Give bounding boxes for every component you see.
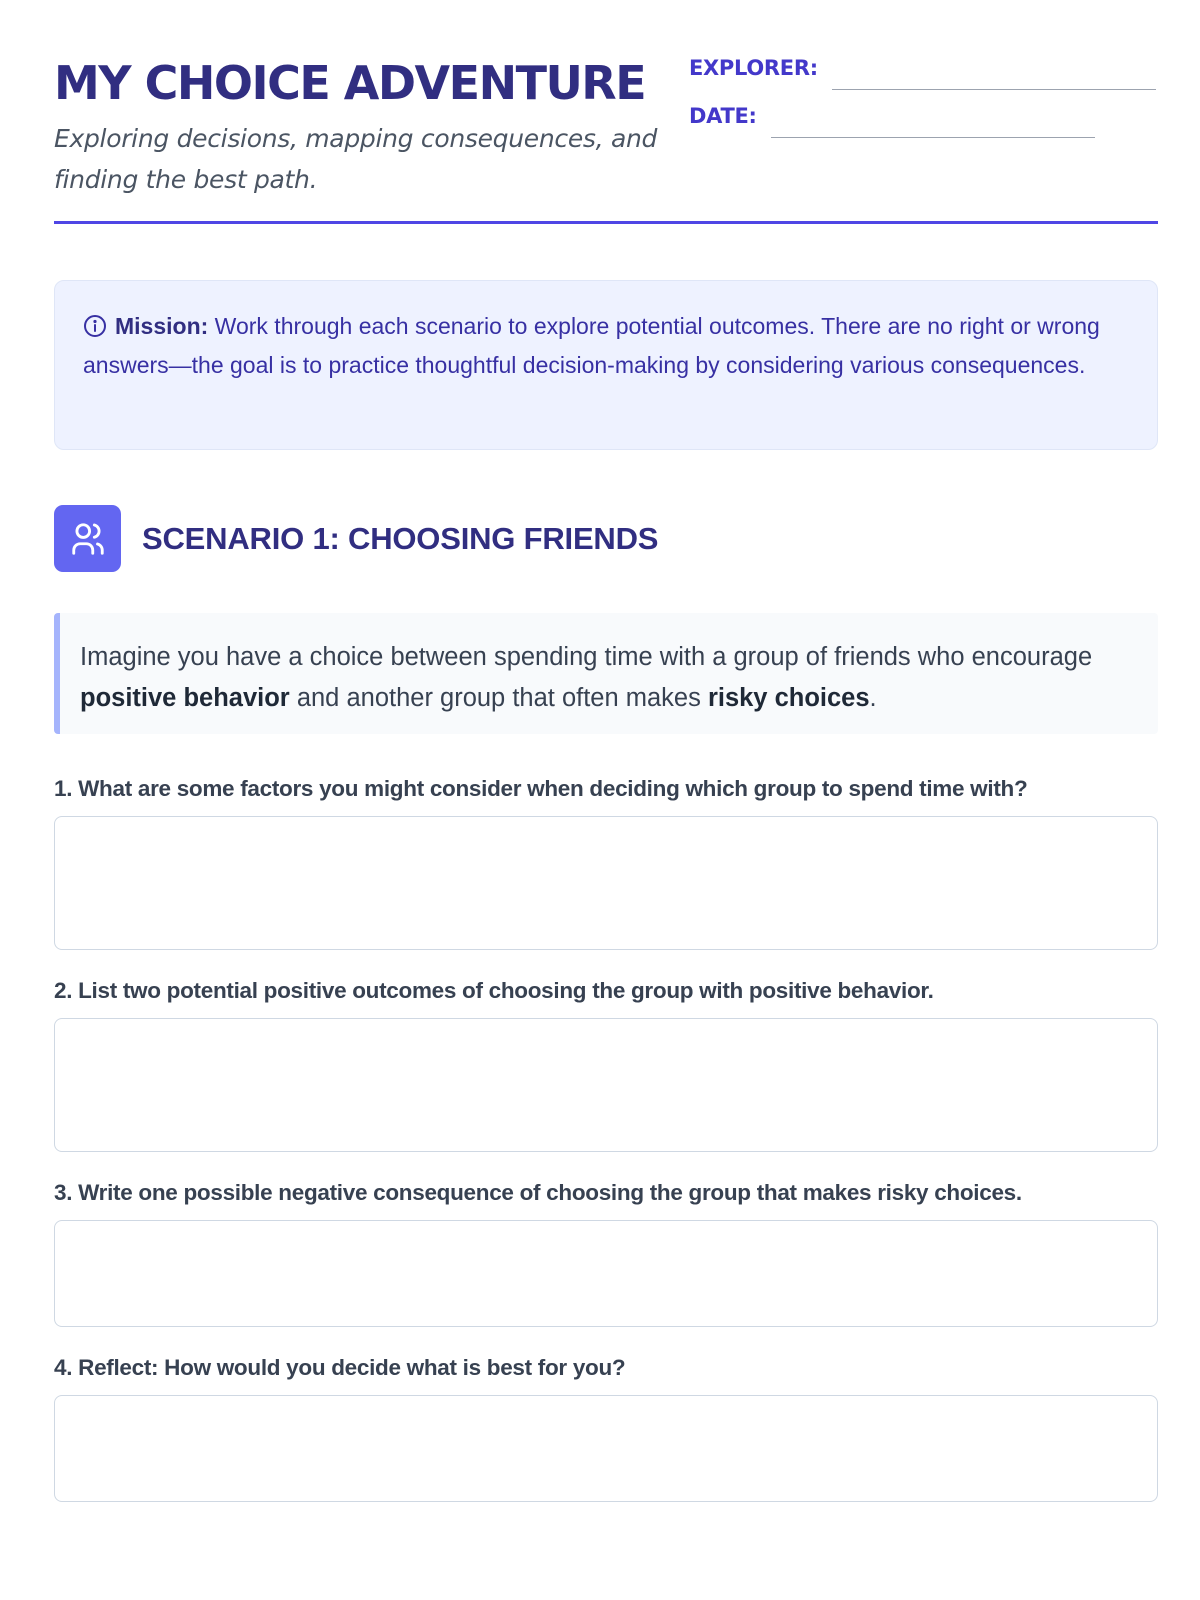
answer-box-1[interactable]: [54, 816, 1158, 950]
header-divider: [54, 221, 1158, 224]
mission-box: [54, 280, 1158, 450]
explorer-label: EXPLORER:: [689, 56, 818, 80]
question-1: 1. What are some factors you might consider when deciding which group to spend time with?: [54, 776, 1028, 801]
date-label: DATE:: [689, 104, 757, 128]
prompt-bold-risky: risky choices: [707, 684, 870, 712]
worksheet-header: [54, 0, 1158, 226]
users-icon: [54, 505, 121, 572]
prompt-bold-positive: positive behavior: [80, 684, 290, 712]
prompt-text-1: Imagine you have a choice between spending time with a group of friends who encourage: [80, 643, 1093, 671]
scenario-prompt: [54, 613, 1158, 734]
info-icon: [83, 314, 107, 338]
scenario-heading: [54, 505, 658, 572]
answer-box-3[interactable]: [54, 1220, 1158, 1327]
question-3: 3. Write one possible negative consequence of choosing the group that makes risky choices.: [54, 1180, 1022, 1205]
answer-box-4[interactable]: [54, 1395, 1158, 1502]
worksheet-page: [54, 0, 1158, 1380]
question-2: 2. List two potential positive outcomes of choosing the group with positive behavior.: [54, 978, 934, 1003]
question-4: 4. Reflect: How would you decide what is best for you?: [54, 1355, 626, 1380]
date-line[interactable]: [771, 137, 1095, 138]
date-field: [689, 104, 1095, 128]
explorer-name-line[interactable]: [832, 89, 1156, 90]
scenario-title: SCENARIO 1: CHOOSING FRIENDS: [142, 520, 659, 556]
page-subtitle: Exploring decisions, mapping consequences, and finding the best path.: [54, 124, 658, 194]
mission-label: Mission:: [115, 313, 209, 339]
prompt-text-3: .: [869, 684, 877, 712]
page-title: MY CHOICE ADVENTURE: [54, 56, 646, 110]
explorer-field: [689, 56, 1156, 80]
mission-text: Work through each scenario to explore potential outcomes. There are no right or wrong answers—the goal is to practice thoughtful decision-making by considering various consequences.: [83, 313, 1100, 378]
prompt-text-2: and another group that often makes: [289, 684, 708, 712]
answer-box-2[interactable]: [54, 1018, 1158, 1152]
